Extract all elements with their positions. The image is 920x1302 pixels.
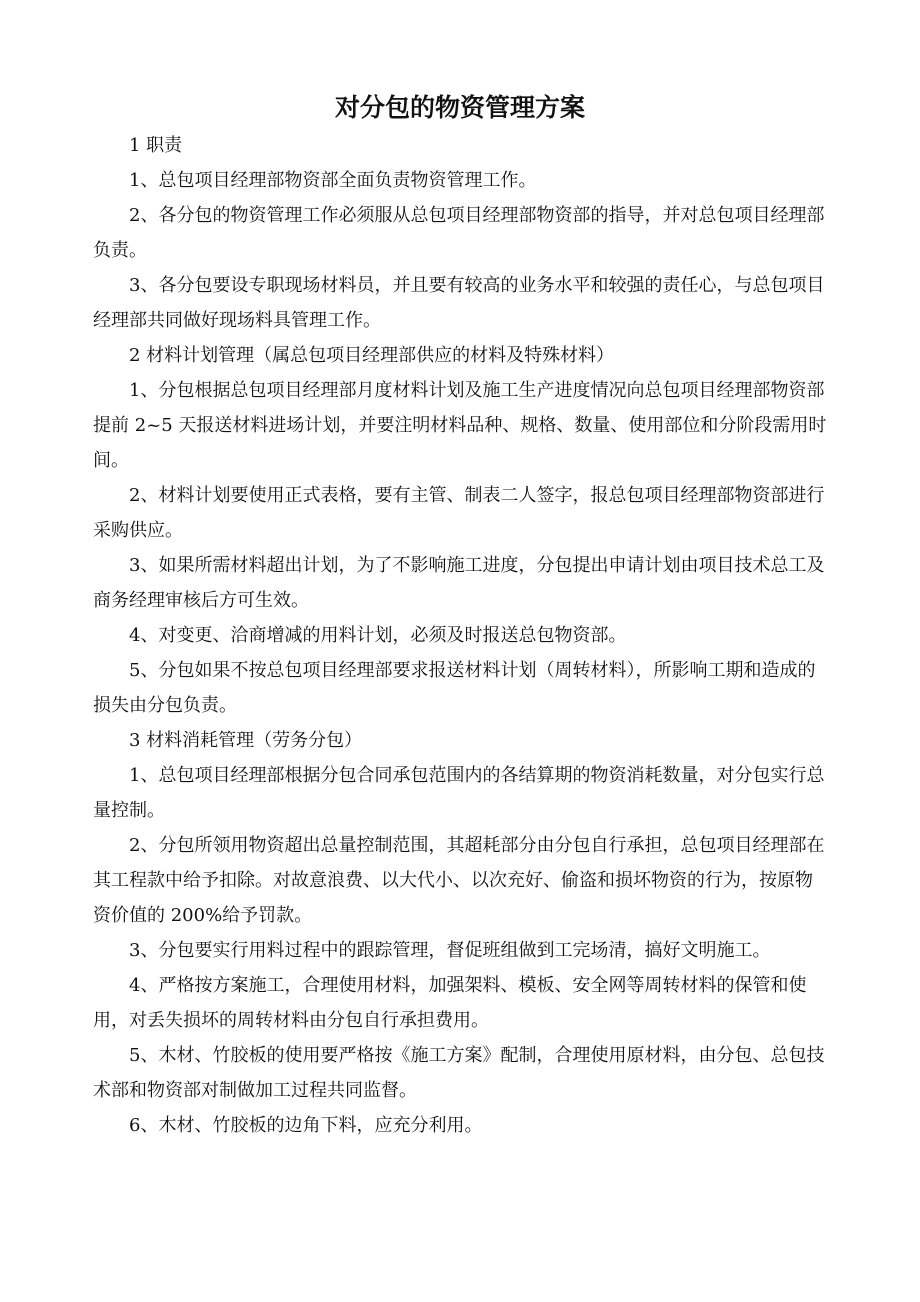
document-title: 对分包的物资管理方案 xyxy=(334,93,585,122)
paragraph: 3、各分包要设专职现场材料员，并且要有较高的业务水平和较强的责任心，与总包项目经理部共同做好现场料具管理工作。 xyxy=(93,275,825,331)
paragraph: 6、木材、竹胶板的边角下料，应充分利用。 xyxy=(129,1115,483,1136)
section-heading-duties: 1 职责 xyxy=(129,135,183,156)
paragraph: 2、材料计划要使用正式表格，要有主管、制表二人签字，报总包项目经理部物资部进行采购供应。 xyxy=(93,485,825,541)
section-heading-material-plan: 2 材料计划管理（属总包项目经理部供应的材料及特殊材料） xyxy=(129,345,615,366)
document-body xyxy=(93,128,828,1143)
paragraph: 3、如果所需材料超出计划，为了不影响施工进度，分包提出申请计划由项目技术总工及商务经理审核后方可生效。 xyxy=(93,555,825,611)
paragraph: 1、总包项目经理部根据分包合同承包范围内的各结算期的物资消耗数量，对分包实行总量控制。 xyxy=(93,765,825,821)
paragraph: 5、木材、竹胶板的使用要严格按《施工方案》配制，合理使用原材料，由分包、总包技术部和物资部对制做加工过程共同监督。 xyxy=(93,1045,825,1101)
paragraph: 2、各分包的物资管理工作必须服从总包项目经理部物资部的指导，并对总包项目经理部负责。 xyxy=(93,205,825,261)
paragraph: 2、分包所领用物资超出总量控制范围，其超耗部分由分包自行承担，总包项目经理部在其工程款中给予扣除。对故意浪费、以大代小、以次充好、偷盗和损坏物资的行为，按原物资价值的 200%给予罚款。 xyxy=(93,835,825,926)
paragraph: 5、分包如果不按总包项目经理部要求报送材料计划（周转材料），所影响工期和造成的损失由分包负责。 xyxy=(93,660,816,716)
paragraph: 1、分包根据总包项目经理部月度材料计划及施工生产进度情况向总包项目经理部物资部提前 2~5 天报送材料进场计划，并要注明材料品种、规格、数量、使用部位和分阶段需用时间。 xyxy=(93,380,827,471)
paragraph: 4、严格按方案施工，合理使用材料，加强架料、模板、安全网等周转材料的保管和使用，对丢失损坏的周转材料由分包自行承担费用。 xyxy=(93,975,807,1031)
paragraph: 3、分包要实行用料过程中的跟踪管理，督促班组做到工完场清，搞好文明施工。 xyxy=(129,940,771,961)
paragraph: 4、对变更、洽商增减的用料计划，必须及时报送总包物资部。 xyxy=(129,625,627,646)
section-heading-material-consumption: 3 材料消耗管理（劳务分包） xyxy=(129,730,363,751)
paragraph: 1、总包项目经理部物资部全面负责物资管理工作。 xyxy=(129,170,537,191)
